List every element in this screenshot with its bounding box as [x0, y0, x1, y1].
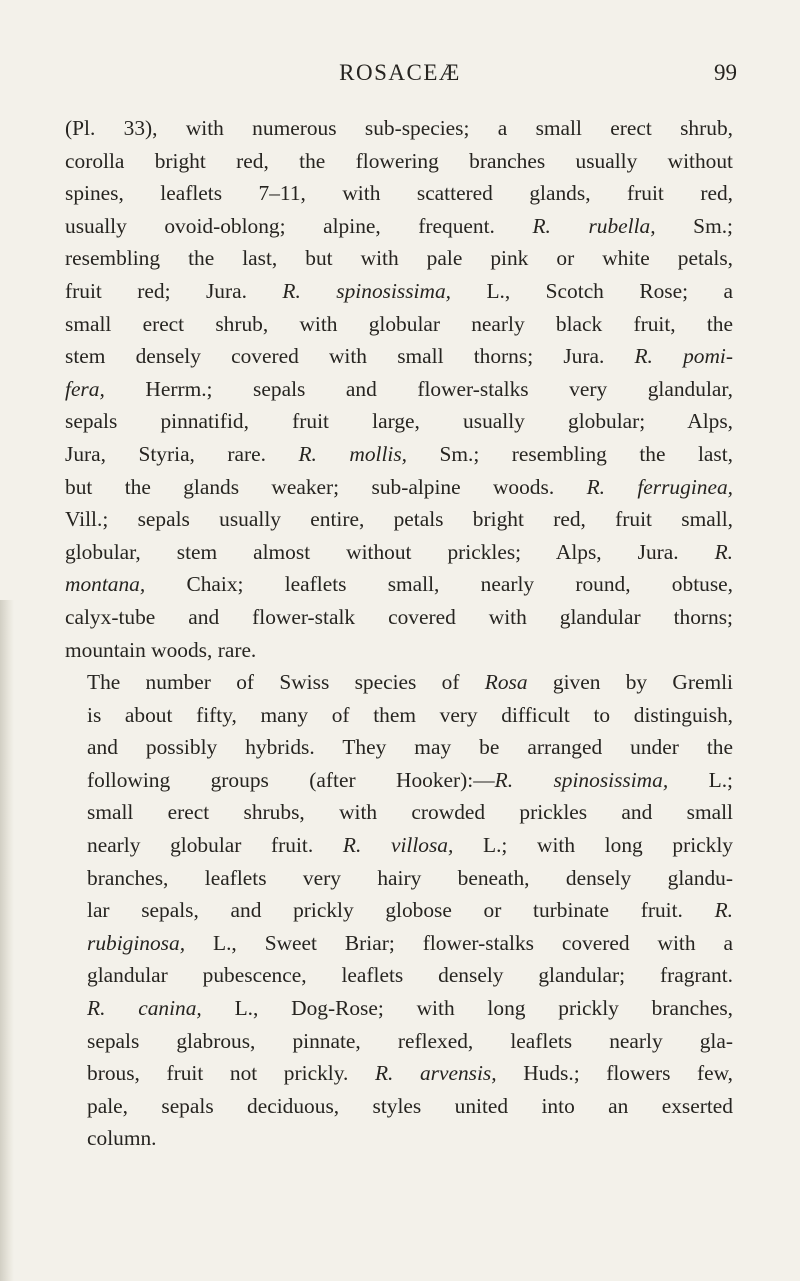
text-line: [65, 210, 733, 243]
page-gutter-shadow: [0, 600, 14, 1281]
text-line: [65, 373, 733, 406]
text-run: L.;: [668, 767, 733, 792]
text-run: is about fifty, many of them very difficult to distinguish,: [87, 702, 733, 727]
text-line: [65, 731, 733, 764]
italic-run: fera,: [65, 376, 105, 401]
text-run: but the glands weaker; sub-alpine woods.: [65, 474, 587, 499]
text-run: Sm.; resembling the last,: [407, 441, 734, 466]
text-line: [65, 568, 733, 601]
text-run: Chaix; leaflets small, nearly round, obtuse,: [145, 572, 733, 597]
text-run: usually ovoid-oblong; alpine, frequent.: [65, 213, 533, 238]
text-run: following groups (after Hooker):—: [87, 767, 495, 792]
text-run: (Pl. 33), with numerous sub-species; a small erect shrub,: [65, 116, 733, 140]
text-run: Sm.;: [655, 213, 733, 238]
text-line: [65, 862, 733, 895]
text-run: nearly globular fruit.: [87, 833, 343, 858]
text-run: given by Gremli: [527, 670, 733, 695]
text-line: [65, 438, 733, 471]
italic-run: montana,: [65, 572, 146, 597]
text-line: [65, 275, 733, 308]
text-run: Vill.; sepals usually entire, petals bright red, fruit small,: [65, 507, 733, 532]
text-line: [65, 308, 733, 341]
text-run: small erect shrub, with globular nearly black fruit, the: [65, 311, 733, 336]
text-run: L., Dog-Rose; with long prickly branches,: [201, 996, 734, 1021]
text-line: [65, 1090, 733, 1123]
italic-run: R.: [714, 539, 733, 564]
text-line: [65, 959, 733, 992]
text-run: L.; with long prickly: [453, 833, 733, 858]
text-line: [65, 405, 733, 438]
text-line: [65, 145, 733, 178]
page-header: [0, 60, 800, 100]
text-run: fruit red; Jura.: [65, 278, 283, 303]
text-run: sepals pinnatifid, fruit large, usually globular; Alps,: [65, 409, 733, 434]
text-line: [65, 764, 733, 797]
text-run: brous, fruit not prickly.: [87, 1061, 375, 1086]
text-run: column.: [87, 1126, 157, 1151]
italic-run: R. villosa,: [342, 833, 454, 858]
text-run: globular, stem almost without prickles; Alps, Jura.: [65, 539, 715, 564]
text-line: [65, 112, 733, 145]
text-run: pale, sepals deciduous, styles united into an exserted: [87, 1093, 733, 1118]
text-line: [65, 536, 733, 569]
italic-run: R. arvensis,: [374, 1061, 497, 1086]
text-run: Jura, Styria, rare.: [65, 441, 299, 466]
italic-run: R. spinosissima,: [282, 278, 451, 303]
italic-run: R.: [714, 898, 733, 923]
italic-run: R. ferruginea,: [586, 474, 734, 499]
text-run: stem densely covered with small thorns; Jura.: [65, 344, 635, 369]
text-run: resembling the last, but with pale pink or white petals,: [65, 246, 733, 271]
text-line: [65, 796, 733, 829]
text-run: small erect shrubs, with crowded prickles and small: [87, 800, 733, 825]
text-line: [65, 927, 733, 960]
text-line: [65, 1025, 733, 1058]
text-run: corolla bright red, the flowering branches usually without: [65, 148, 733, 173]
text-line: [65, 992, 733, 1025]
italic-run: R. spinosissima,: [494, 767, 669, 792]
text-line: [65, 1122, 733, 1155]
italic-run: R. pomi-: [634, 344, 733, 369]
paragraph: [65, 666, 733, 1155]
italic-run: rubiginosa,: [87, 930, 186, 955]
italic-run: Rosa: [484, 670, 528, 695]
text-line: [65, 894, 733, 927]
text-line: [65, 340, 733, 373]
text-line: [65, 634, 733, 667]
text-run: Herrm.; sepals and flower-stalks very glandular,: [104, 376, 733, 401]
text-line: [65, 699, 733, 732]
text-run: The number of Swiss species of: [87, 670, 485, 695]
running-head: ROSACEÆ: [339, 60, 461, 85]
text-run: and possibly hybrids. They may be arranged under the: [87, 735, 733, 760]
text-line: [65, 666, 733, 699]
italic-run: R. mollis,: [298, 441, 408, 466]
text-run: glandular pubescence, leaflets densely glandular; fragrant.: [87, 963, 733, 988]
text-run: calyx-tube and flower-stalk covered with glandular thorns;: [65, 604, 733, 629]
body-text: [65, 112, 733, 1155]
paragraph: [65, 112, 733, 666]
text-run: sepals glabrous, pinnate, reflexed, leaflets nearly gla-: [87, 1028, 733, 1053]
text-run: L., Scotch Rose; a: [451, 278, 733, 303]
text-line: [65, 471, 733, 504]
text-line: [65, 829, 733, 862]
text-run: Huds.; flowers few,: [496, 1061, 734, 1086]
text-run: mountain woods, rare.: [65, 637, 257, 662]
text-run: lar sepals, and prickly globose or turbinate fruit.: [87, 898, 715, 923]
page-number: 99: [714, 60, 737, 85]
italic-run: R. canina,: [87, 996, 202, 1021]
text-line: [65, 601, 733, 634]
text-line: [65, 177, 733, 210]
text-run: branches, leaflets very hairy beneath, densely glandu-: [87, 865, 733, 890]
text-run: spines, leaflets 7–11, with scattered glands, fruit red,: [65, 181, 733, 206]
italic-run: R. rubella,: [532, 213, 656, 238]
text-run: L., Sweet Briar; flower-stalks covered with a: [185, 930, 733, 955]
text-line: [65, 1057, 733, 1090]
text-line: [65, 242, 733, 275]
text-line: [65, 503, 733, 536]
